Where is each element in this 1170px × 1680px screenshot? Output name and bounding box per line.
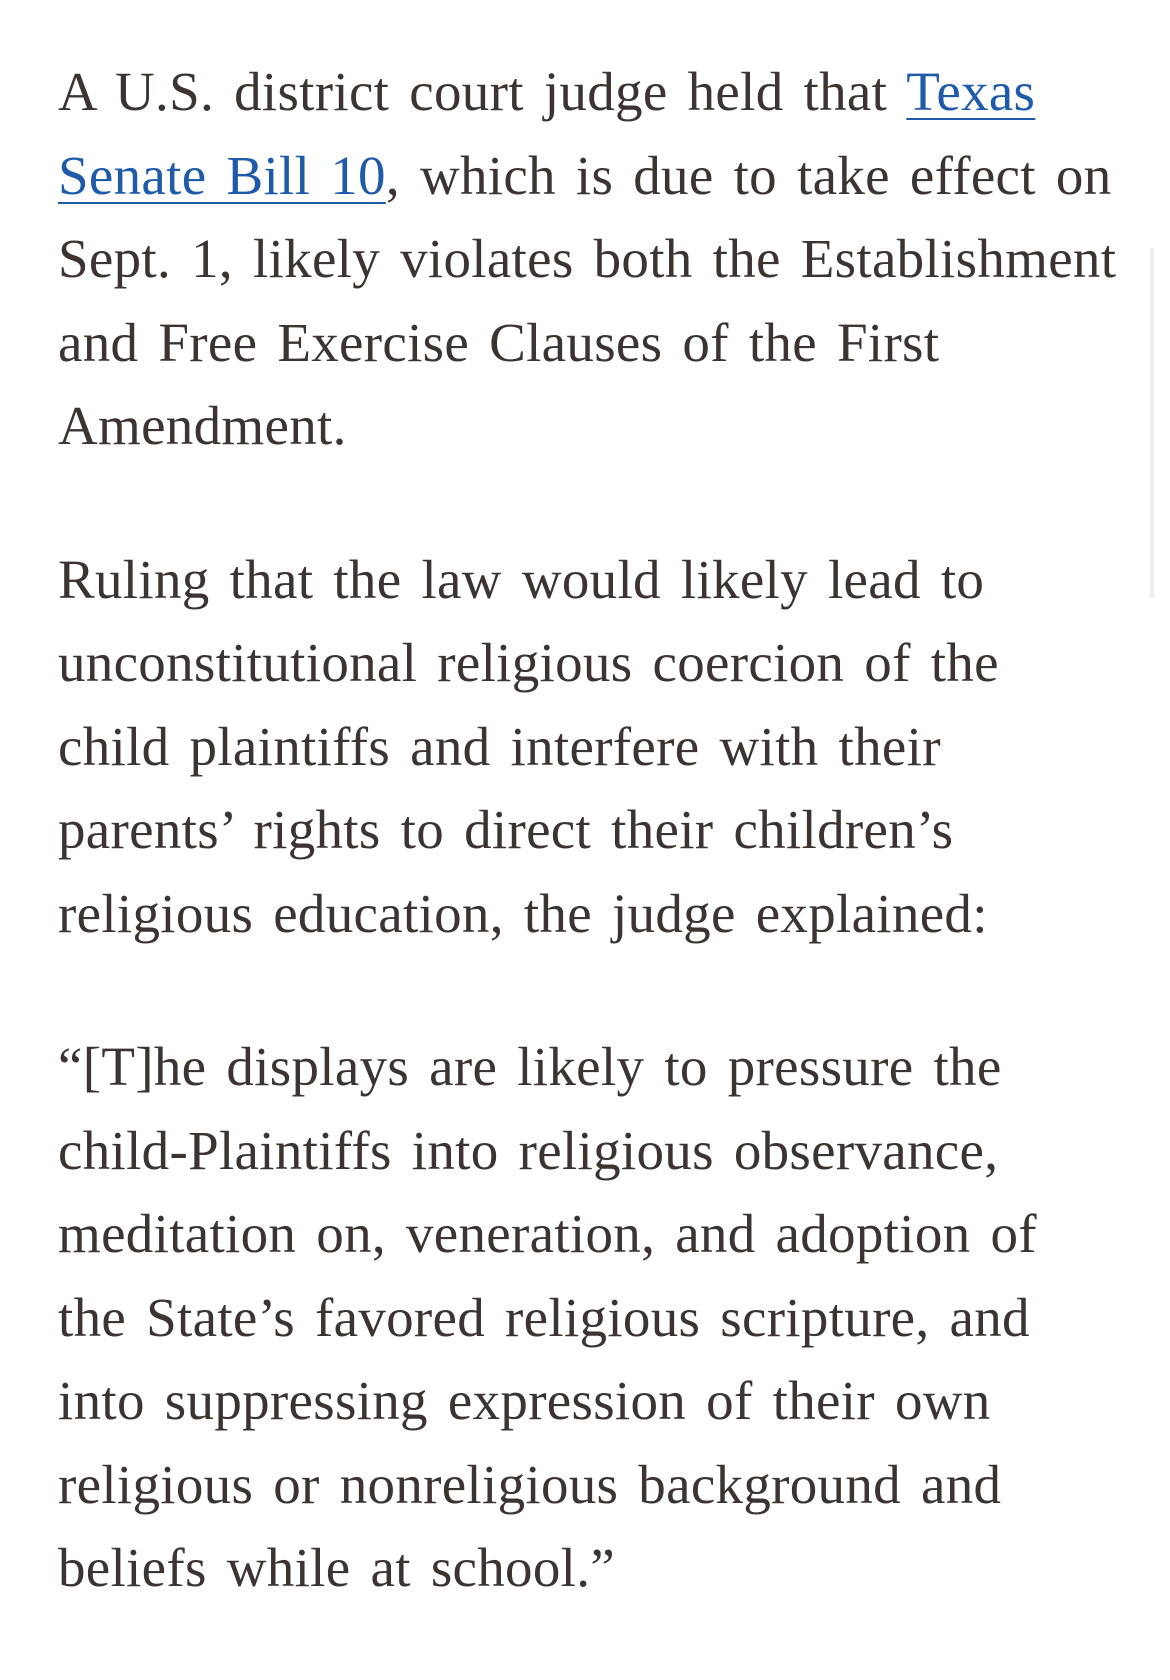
scrollbar[interactable] — [1150, 248, 1154, 598]
paragraph-ruling-summary — [58, 50, 1118, 468]
paragraph-coercion-ruling: Ruling that the law would likely lead to unconstitutional religious coercion of the child plaintiffs and interfere with their parents’ rights to direct their children’s religious education, the judge explained: — [58, 548, 999, 944]
texas-senate-bill-10-link[interactable]: Texas Senate Bill 10 — [58, 61, 1036, 206]
article-body — [58, 50, 1118, 1680]
paragraph-text-after-link: , which is due to take effect on Sept. 1, likely violates both the Establishment and Free Exercise Clauses of the First Amendment. — [58, 144, 1117, 456]
paragraph-text-before-link: A U.S. district court judge held that — [58, 61, 907, 122]
paragraph-judge-quote: “[T]he displays are likely to pressure the child-Plaintiffs into religious observance, meditation on, veneration, and adoption of the State’s favored religious scripture, and into suppressing expression of their own religious or nonreligious background and beliefs while at school.” — [58, 1036, 1037, 1598]
